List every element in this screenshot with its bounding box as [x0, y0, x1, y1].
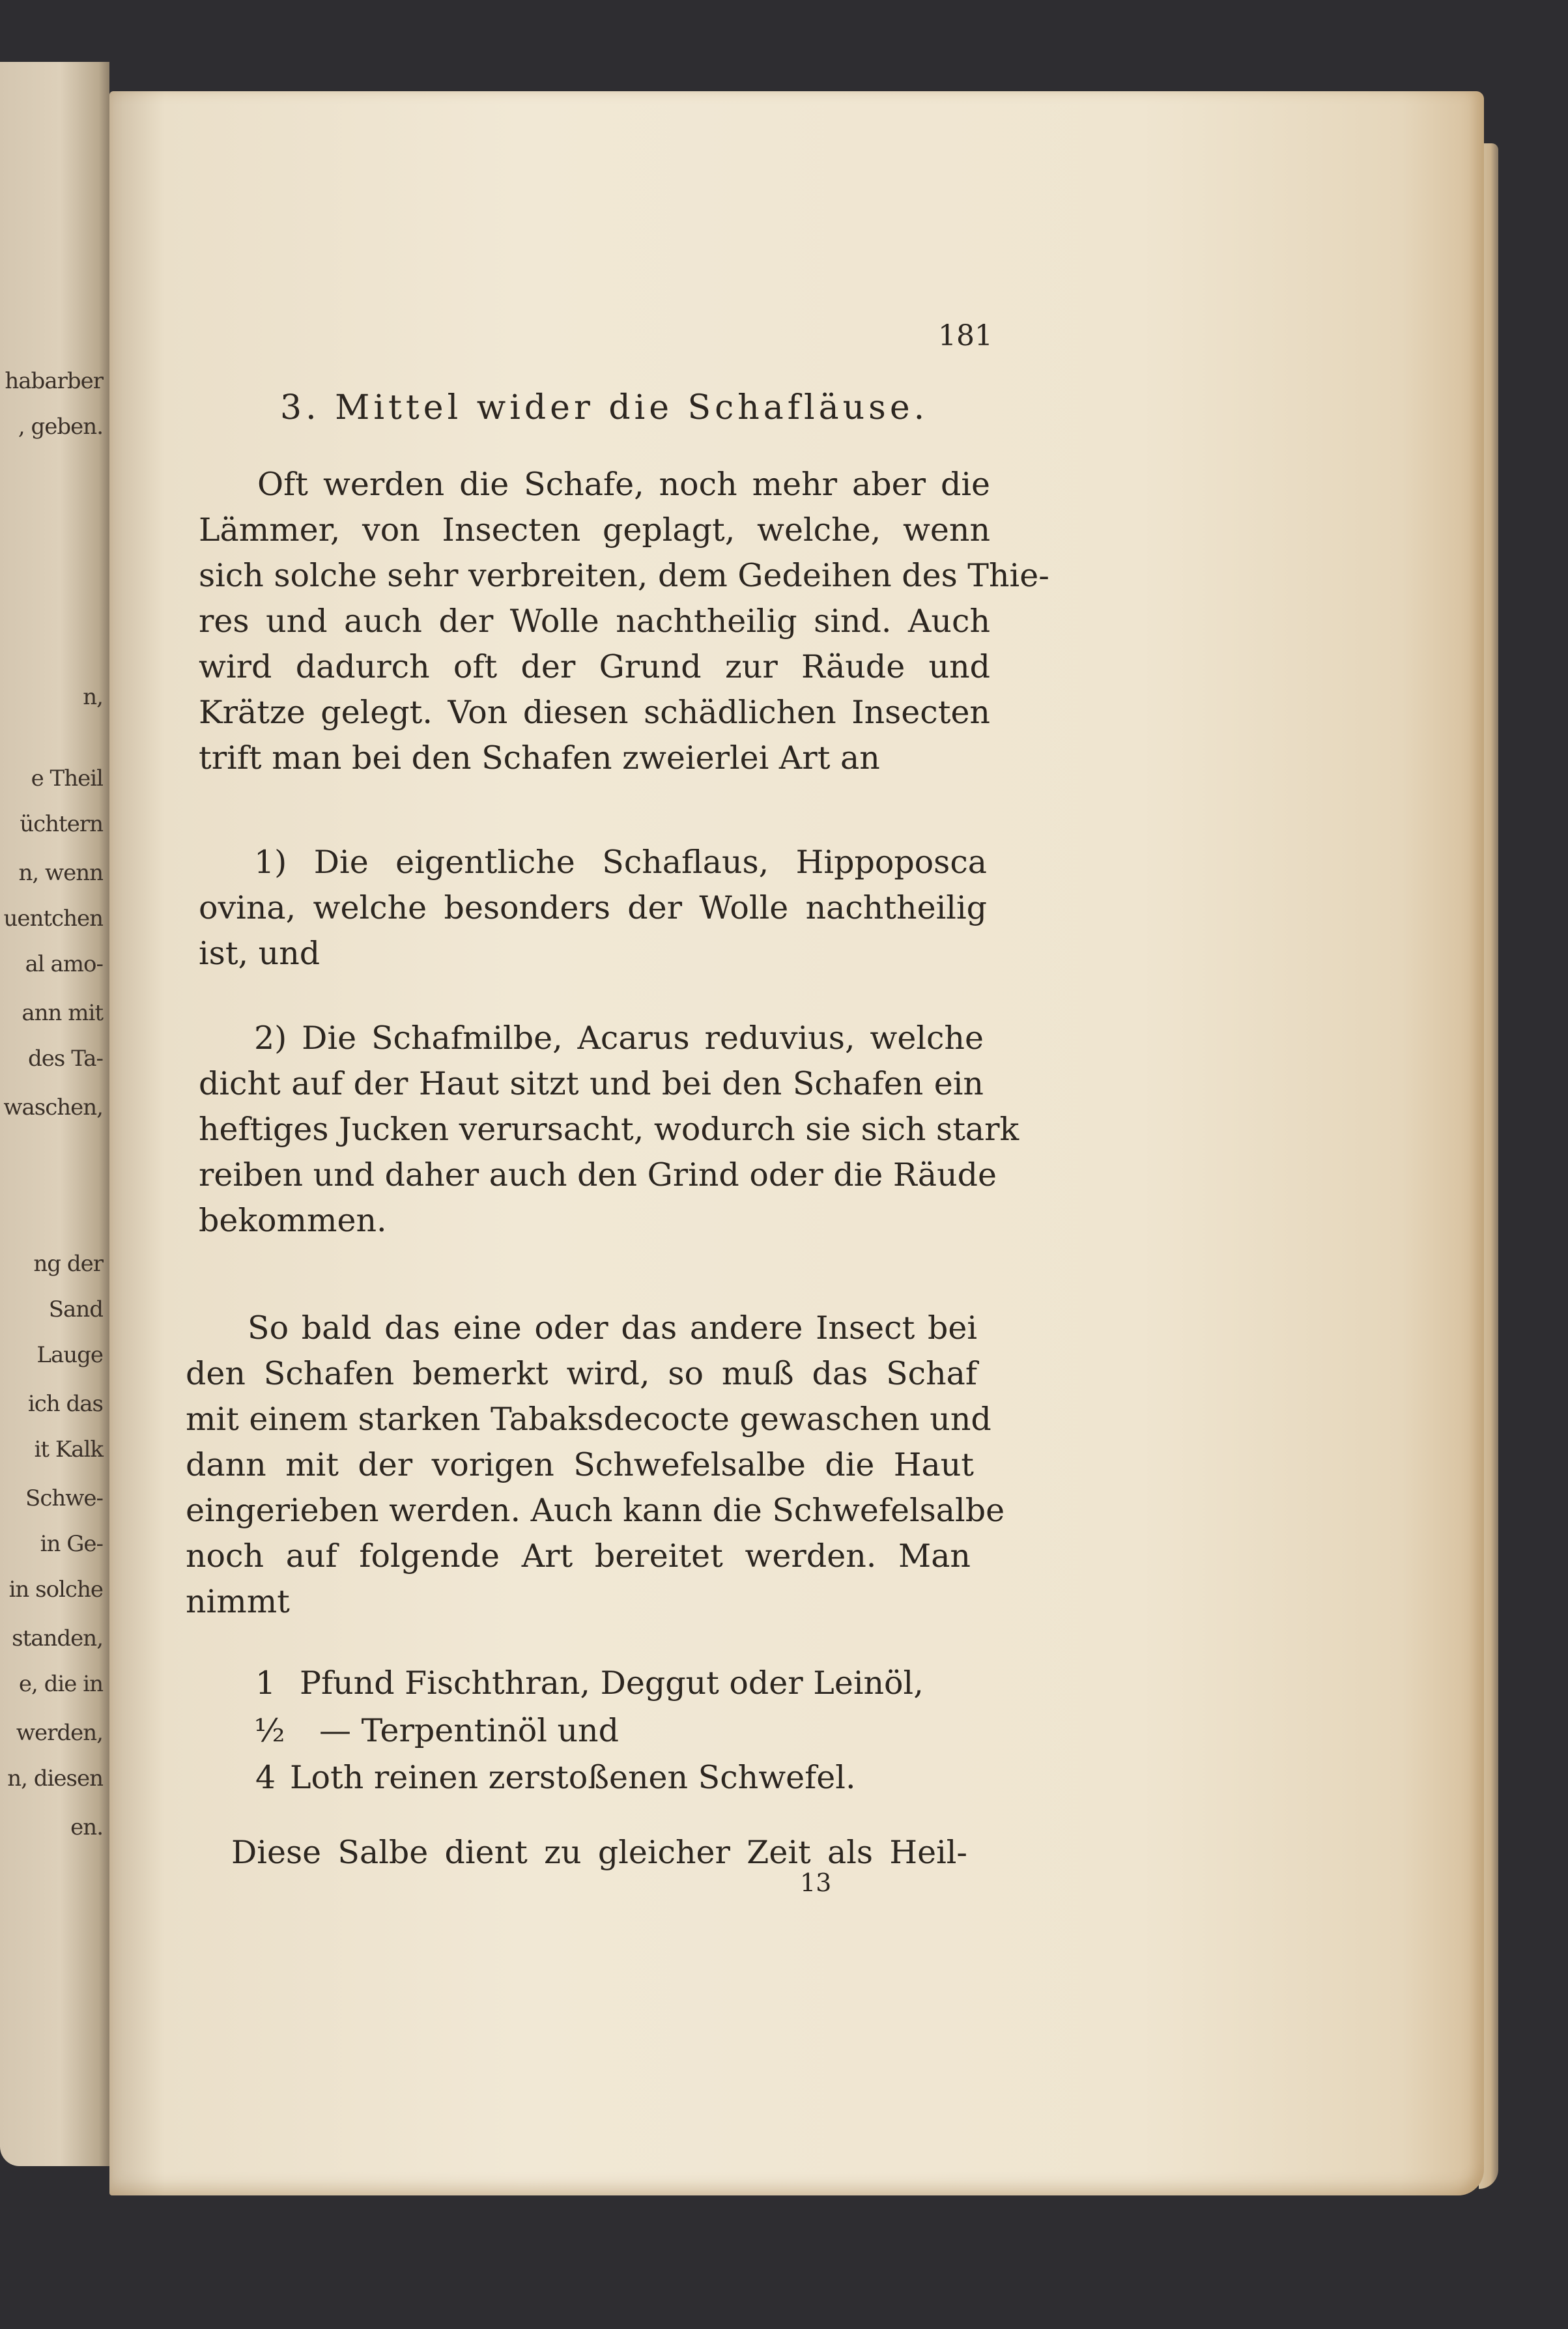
left-fragment: in solche	[8, 1577, 103, 1603]
list-item-line: 2) Die Schafmilbe, Acarus reduvius, welche	[254, 1020, 984, 1057]
left-fragment: n,	[83, 684, 103, 710]
text-line: noch auf folgende Art bereitet werden. Man	[186, 1537, 971, 1575]
text-line: So bald das eine oder das andere Insect bei	[248, 1309, 977, 1347]
text-line: Diese Salbe dient zu gleicher Zeit als Heil-	[231, 1834, 967, 1871]
recipe-text: Pfund Fischthran, Deggut oder Leinöl,	[300, 1665, 924, 1702]
left-fragment: uentchen	[3, 906, 103, 932]
text-line: den Schafen bemerkt wird, so muß das Schaf	[186, 1355, 977, 1392]
left-fragment: waschen,	[3, 1094, 103, 1121]
text-line: sich solche sehr verbreiten, dem Gedeihen des Thie-	[199, 557, 1049, 594]
left-fragment: werden,	[16, 1720, 103, 1746]
left-fragment: Lauge	[36, 1342, 103, 1368]
list-item-line: ovina, welche besonders der Wolle nachtheilig	[199, 889, 987, 926]
list-item-line: 1) Die eigentliche Schaflaus, Hippoposca	[254, 844, 987, 881]
text-line: Lämmer, von Insecten geplagt, welche, wenn	[199, 511, 990, 549]
list-item-line: ist, und	[199, 935, 321, 972]
section-heading: 3. Mittel wider die Schafläuse.	[280, 388, 929, 427]
text-line: eingerieben werden. Auch kann die Schwefelsalbe	[186, 1492, 1005, 1529]
text-line: res und auch der Wolle nachtheilig sind. Auch	[199, 603, 990, 640]
left-fragment: it Kalk	[34, 1436, 103, 1463]
text-line: trift man bei den Schafen zweierlei Art an	[199, 739, 880, 777]
text-line: Krätze gelegt. Von diesen schädlichen Insecten	[199, 694, 990, 731]
recipe-qty: 4	[255, 1759, 276, 1796]
left-fragment: e Theil	[31, 765, 103, 792]
recipe-qty: ½	[254, 1712, 285, 1749]
left-fragment: e, die in	[18, 1671, 103, 1697]
recipe-text: Loth reinen zerstoßenen Schwefel.	[290, 1759, 856, 1796]
left-fragment: ann mit	[21, 1000, 103, 1026]
text-line: wird dadurch oft der Grund zur Räude und	[199, 648, 990, 685]
left-fragment: habarber	[5, 368, 103, 394]
left-fragment: üchtern	[20, 811, 103, 837]
left-fragment: Sand	[48, 1296, 103, 1322]
left-fragment: n, wenn	[18, 860, 103, 886]
list-item-line: bekommen.	[199, 1202, 387, 1239]
left-fragment: in Ge-	[40, 1531, 103, 1557]
text-line: dann mit der vorigen Schwefelsalbe die Haut	[186, 1446, 974, 1483]
signature-mark: 13	[800, 1868, 832, 1897]
recipe-text: — Terpentinöl und	[319, 1712, 619, 1749]
list-item-line: reiben und daher auch den Grind oder die Räude	[199, 1156, 997, 1193]
left-fragment: en.	[70, 1814, 103, 1840]
text-line: nimmt	[186, 1583, 290, 1620]
list-item-line: heftiges Jucken verursacht, wodurch sie sich stark	[199, 1111, 1019, 1148]
text-line: Oft werden die Schafe, noch mehr aber die	[257, 466, 990, 503]
left-fragment: standen,	[12, 1625, 103, 1651]
text-line: mit einem starken Tabaksdecocte gewaschen und	[186, 1401, 991, 1438]
left-fragment: ich das	[27, 1391, 103, 1417]
left-fragment: des Ta-	[28, 1046, 103, 1072]
left-fragment: al amo-	[25, 951, 103, 977]
list-item-line: dicht auf der Haut sitzt und bei den Schafen ein	[199, 1065, 984, 1102]
left-fragment: ng der	[33, 1251, 103, 1277]
page-number: 181	[938, 319, 993, 352]
recipe-qty: 1	[255, 1665, 276, 1702]
left-fragment: , geben.	[18, 414, 103, 440]
left-fragment: Schwe-	[25, 1485, 103, 1511]
left-page	[0, 62, 109, 2166]
left-fragment: n, diesen	[7, 1765, 103, 1792]
